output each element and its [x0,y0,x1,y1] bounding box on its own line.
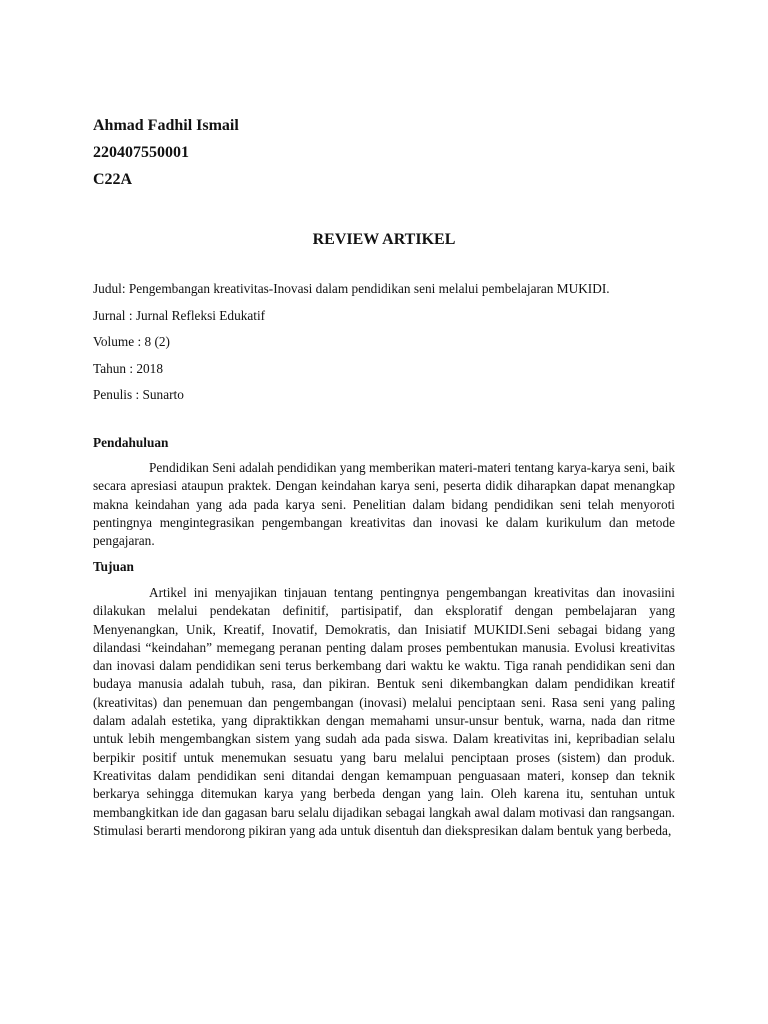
author-class: C22A [93,171,133,188]
document-title: REVIEW ARTIKEL [312,231,456,248]
meta-tahun: Tahun : 2018 [93,360,163,376]
page-content [93,112,675,840]
meta-penulis: Penulis : Sunarto [93,387,184,402]
section-heading-tujuan: Tujuan [93,559,134,575]
section-heading-pendahuluan: Pendahuluan [93,434,169,450]
author-block [93,112,675,193]
author-nim: 220407550001 [93,144,189,161]
article-metadata [93,280,675,404]
paragraph-pendahuluan: Pendidikan Seni adalah pendidikan yang memberikan materi-materi tentang karya-karya seni, baik secara apresiasi ataupun praktek. Dengan keindahan karya seni, peserta didik diharapkan dapat menangkap makna keindahan yang ada pada karya seni. Penelitian dalam bidang pendidikan seni telah menyoroti pentingnya mengintegrasikan pengembangan kreativitas dan inovasi ke dalam kurikulum dan metode pengajaran. [93,460,675,549]
paragraph-tujuan: Artikel ini menyajikan tinjauan tentang pentingnya pengembangan kreativitas dan inovasiini dilakukan melalui pendekatan definitif, partisipatif, dan eksploratif dengan pembelajaran yang Menyenangkan, Unik, Kreatif, Inovatif, Demokratis, dan Inisiatif MUKIDI.Seni sebagai bidang yang dilandasi “keindahan” memegang peranan penting dalam proses pembentukan manusia. Evolusi kreativitas dan inovasi dalam pendidikan seni terus berkembang dari waktu ke waktu. Tiga ranah pendidikan seni dan budaya manusia adalah tubuh, rasa, dan pikiran. Bentuk seni dikembangkan dalam pendidikan kreatif (kreativitas) dan penemuan dan pengembangan (inovasi) melalui penciptaan seni. Rasa seni yang paling dalam adalah estetika, yang dipraktikkan dengan memahami unsur-unsur bentuk, warna, nada dan ritme untuk lebih mengembangkan sistem yang sudah ada pada siswa. Dalam kreativitas ini, kepribadian selalu berpikir positif untuk menemukan sesuatu yang baru melalui penciptaan proses (sistem) dan produk. Kreativitas dalam pendidikan seni ditandai dengan kemampuan penguasaan materi, konsep dan teknik berkarya sehingga ditemukan karya yang berbeda dengan yang lain. Oleh karena itu, sentuhan untuk membangkitkan ide dan gagasan baru selalu dijadikan sebagai langkah awal dalam motivasi dan rangsangan. Stimulasi berarti mendorong pikiran yang ada untuk disentuh dan diekspresikan dalam bentuk yang berbeda, [93,584,675,838]
meta-judul: Judul: Pengembangan kreativitas-Inovasi dalam pendidikan seni melalui pembelajaran MUKIDI. [93,281,610,296]
meta-volume: Volume : 8 (2) [93,334,170,349]
author-name: Ahmad Fadhil Ismail [93,117,239,134]
meta-jurnal: Jurnal : Jurnal Refleksi Edukatif [93,307,266,323]
